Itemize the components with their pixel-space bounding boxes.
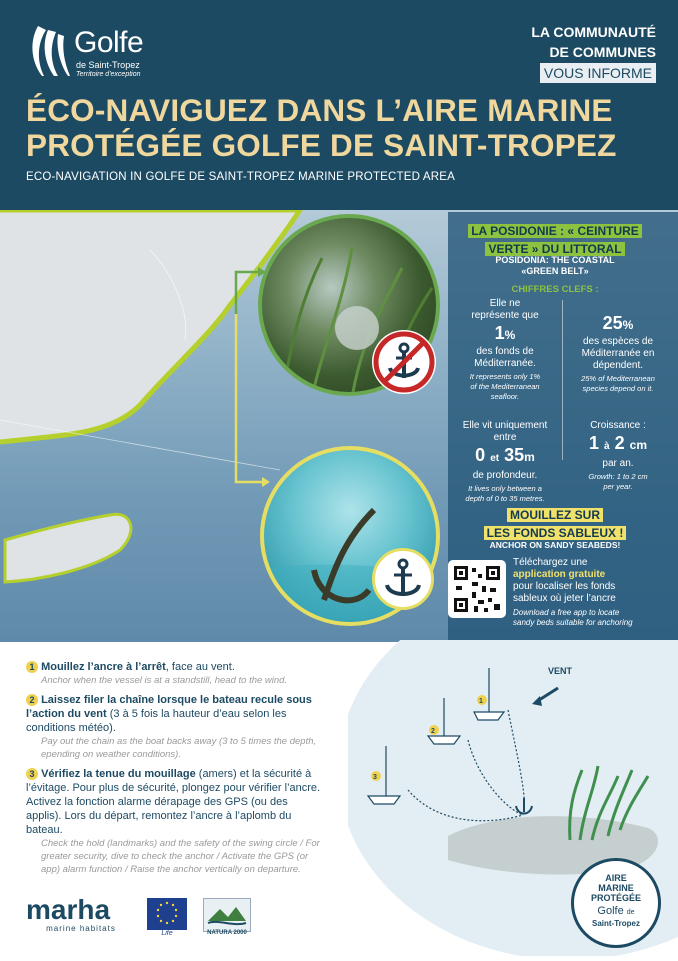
anchor-icon [372,548,434,610]
app-line1: Téléchargez une [513,557,588,568]
anchoring-steps [26,660,326,876]
stat1-en-line2: of the Mediterranean [470,382,540,391]
posidonie-en [455,255,655,277]
stat4-post: par an. [602,458,634,469]
mouillez-line2: LES FONDS SABLEUX ! [484,526,627,540]
stat4-pre: Croissance : [590,420,646,431]
stat2-value: 25 [602,313,623,333]
posidonie-title [455,222,655,258]
stat2-unit: % [622,318,634,332]
stat-2 [566,312,670,394]
stat2-value-row [566,312,670,336]
step2-en: Pay out the chain as the boat backs away (3 to 5 times the depth, epending on weather conditions). [41,736,317,760]
natura-icon [204,899,250,931]
step-number: 2 [26,694,38,706]
stat2-post2: Méditerranée en [581,348,655,359]
stat3-v2: 35 [504,445,525,465]
badge-line6: Saint-Tropez [591,919,640,928]
stat1-pre: Elle ne [489,298,521,309]
posidonie-en-line2: «GREEN BELT» [521,266,589,276]
app-line3: pour localiser les fonds [513,581,616,592]
stat3-pre2: entre [493,432,517,443]
badge-line4: Golfe [597,905,624,917]
mouillez-line1: MOUILLEZ SUR [507,508,603,522]
logo-word: Golfe [74,26,144,59]
app-line2: application gratuite [513,569,606,580]
golfe-logo [28,22,178,84]
step-3 [26,767,326,876]
stat2-en-line1: 25% of Mediterranean [581,374,655,383]
step-number: 1 [26,661,38,673]
boat3-label: 3 [373,774,377,781]
stat1-post: des fonds de [476,346,534,357]
badge-line5: de [626,909,635,916]
marha-sub: marine habitats [46,924,116,933]
posidonie-en-line1: POSIDONIA: THE COASTAL [495,255,615,265]
no-anchor-icon [372,330,436,394]
stat3-en-line2: depth of 0 to 35 metres. [465,494,545,503]
stat-3 [452,420,558,504]
stat1-en [452,372,558,402]
app-en [513,608,673,628]
step3-bold: Vérifiez la tenue du mouillage [41,768,196,780]
communaute-line1: LA COMMUNAUTÉ [531,24,656,40]
mouillez-title [450,506,660,542]
logo-sub: de Saint-Tropez [76,60,140,70]
stat4-en-line1: Growth: 1 to 2 cm [588,472,648,481]
marha-logo [26,896,136,933]
vent-label: VENT [548,666,573,676]
title-line1: ÉCO-NAVIGUEZ DANS L’AIRE MARINE [26,92,613,128]
stat4-en [566,472,670,492]
stats-divider [562,300,563,460]
title-line2: PROTÉGÉE GOLFE DE SAINT-TROPEZ [26,127,617,163]
stat4-en-line2: per year. [603,482,633,491]
step1-rest: , face au vent. [165,661,235,673]
stat3-v1: 0 [475,445,486,465]
stat1-value: 1 [494,323,505,343]
life-label: Life [161,930,173,937]
boat2-label: 2 [431,728,435,735]
stat3-pre: Elle vit uniquement [462,420,548,431]
stat3-unit: m [524,450,535,464]
natura-label: NATURA 2000 [207,930,247,936]
app-info [513,557,673,628]
step3-rest: (amers) et la sécurité à l’évitage. Pour plus de sécurité, plongez pour vérifier l’ancre. Activez la fonction alarme dérapage des GPS (ou des applis). Lors du départ, remontez l’ancre à l’aplomb du bateau. [26,768,321,836]
stat1-value-row [452,322,558,346]
sail-logo-icon [28,22,72,80]
stat2-en [566,374,670,394]
communaute-line3: VOUS INFORME [540,63,656,83]
stat4-a: à [604,441,610,452]
marha-word: marha [26,894,111,925]
badge-line2: MARINE [598,883,634,893]
stat3-et: et [490,453,500,464]
stat3-en [452,484,558,504]
step2-rest: (3 à 5 fois la hauteur d’eau selon les conditions météo). [26,708,287,734]
step1-bold: Mouillez l’ancre à l’arrêt [41,661,166,673]
posidonie-title-line1: LA POSIDONIE : « CEINTURE [468,224,642,238]
posidonie-title-line2: VERTE » DU LITTORAL [485,242,624,256]
stat-1 [452,298,558,402]
communaute-line2: DE COMMUNES [549,44,656,60]
stat2-post: des espèces de [582,336,654,347]
communaute-box [500,22,656,83]
natura-logo [203,898,251,932]
stat4-value-row [566,432,670,458]
stat3-en-line1: It lives only between a [468,484,542,493]
mouillez-en: ANCHOR ON SANDY SEABEDS! [489,540,621,550]
app-en-line2: sandy beds suitable for anchoring [513,618,633,627]
step-1 [26,660,326,687]
eu-life-logo [147,898,187,930]
page-title [26,93,656,163]
amp-badge [571,858,661,948]
page-subtitle: ECO-NAVIGATION IN GOLFE DE SAINT-TROPEZ MARINE PROTECTED AREA [26,171,456,183]
stat1-unit: % [504,328,516,342]
qr-code-icon [448,560,506,618]
stat4-v2: 2 [614,433,625,453]
app-en-line1: Download a free app to locate [513,608,620,617]
stat3-value-row [452,444,558,470]
stat3-post: de profondeur. [472,470,538,481]
chiffres-clefs: CHIFFRES CLEFS : [511,284,599,295]
step1-en: Anchor when the vessel is at a standstill, head to the wind. [41,675,288,686]
logo-tagline: Territoire d'exception [76,71,141,78]
boat1-label: 1 [479,698,483,705]
stat1-en-line3: seafloor. [490,392,520,401]
stat4-unit: cm [629,438,647,452]
app-line4: sableux où jeter l’ancre [513,593,616,604]
stat1-en-line1: It represents only 1% [469,372,541,381]
step3-en: Check the hold (landmarks) and the safety of the swing circle / For greater security, dive to check the anchor / Activate the GPS (or app) alarm function / Raise the anchor vertically on departure. [41,838,320,875]
step-2 [26,693,326,761]
stat2-post3: dépendent. [592,360,644,371]
app-qr-code[interactable] [448,560,506,618]
eu-stars-icon [147,898,187,930]
stat1-post2: Méditerranée. [474,358,536,369]
badge-line3: PROTÉGÉE [590,893,641,903]
badge-line1: AIRE [605,873,627,883]
step-number: 3 [26,768,38,780]
stat4-v1: 1 [589,433,600,453]
stat2-en-line2: species depend on it. [582,384,654,393]
stat1-pre2: représente que [471,310,539,321]
stat-4 [566,420,670,492]
step2-bold: Laissez filer la chaîne lorsque le bateau recule sous l’action du vent [26,694,312,720]
